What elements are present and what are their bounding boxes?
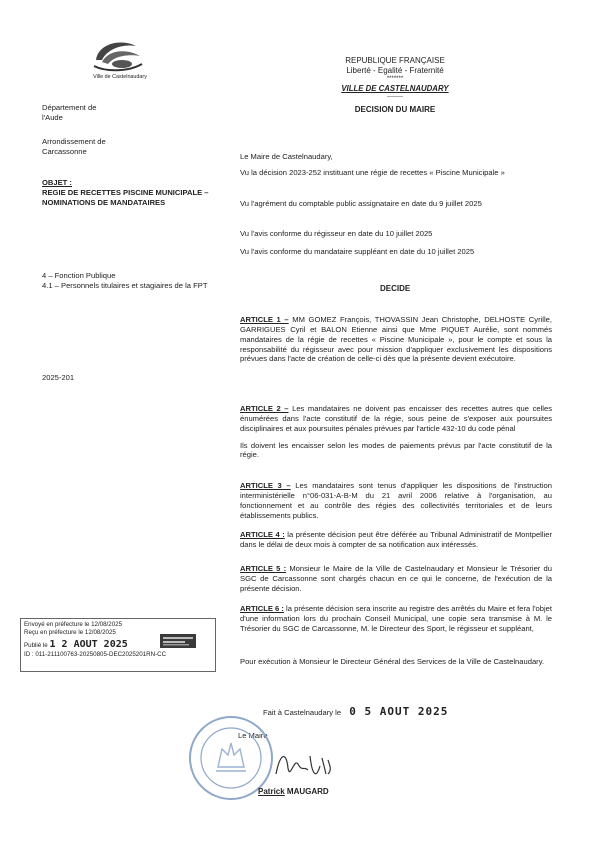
republique: REPUBLIQUE FRANÇAISE bbox=[345, 56, 445, 65]
handwritten-signature bbox=[270, 744, 350, 790]
dashes-separator: -------- bbox=[387, 93, 403, 100]
objet-text: REGIE DE RECETTES PISCINE MUNICIPALE – NOMINATIONS DE MANDATAIRES bbox=[42, 187, 209, 207]
devise: Liberté - Egalité - Fraternité bbox=[346, 66, 444, 75]
category: 4 – Fonction Publique bbox=[42, 271, 116, 280]
departement: Département de l'Aude bbox=[42, 103, 97, 122]
le-maire-label: Le Maire bbox=[238, 731, 268, 740]
classification bbox=[42, 271, 212, 291]
reference-number: 2025-201 bbox=[42, 373, 75, 382]
vu-line-4: Vu l'avis conforme du mandataire suppléant en date du 10 juillet 2025 bbox=[240, 247, 475, 256]
execution-line: Pour exécution à Monsieur le Directeur Général des Services de la Ville de Castelnaudary. bbox=[240, 657, 545, 666]
recu-line: Reçu en préfecture le 12/08/2025 bbox=[24, 629, 116, 637]
fait-a-line: Fait à Castelnaudary le 0 5 AOUT 2025 bbox=[263, 705, 449, 718]
decide-heading: DECIDE bbox=[380, 284, 411, 293]
article-1: ARTICLE 1 – MM GOMEZ François, THOVASSIN Jean Christophe, DELHOSTE Cyrille, GARRIGUES Cyril et BALON Etienne ainsi que Mme PIQUET Aurélie, sont nommés mandataires de la régie de recettes « Piscine Municipale », pour le compte et sous la responsabilité du régisseur avec pour mission d'appliquer exclusivement les dispositions prévues dans l'acte de création de celle-ci dès que la présente devient exécutoire. bbox=[240, 315, 553, 364]
berger-levrault-badge bbox=[160, 634, 196, 648]
vu-line-3: Vu l'avis conforme du régisseur en date du 10 juillet 2025 bbox=[240, 229, 433, 238]
vu-line-2: Vu l'agrément du comptable public assignataire en date du 9 juillet 2025 bbox=[240, 199, 482, 208]
objet-label: OBJET : bbox=[42, 178, 72, 187]
maire-intro: Le Maire de Castelnaudary, bbox=[240, 152, 333, 161]
publie-date: 1 2 AOUT 2025 bbox=[49, 638, 128, 650]
article-6: ARTICLE 6 : la présente décision sera inscrite au registre des arrêtés du Maire et fera l'objet d'une information lors du prochain Conseil Municipal, une copie sera transmise à M. le Trésorier du SGC de Carcassonne, M. le Directeur des Sport, le régisseur et suppléant, bbox=[240, 604, 552, 633]
maire-name: Patrick MAUGARD bbox=[258, 787, 329, 796]
ville-title: VILLE DE CASTELNAUDARY bbox=[341, 84, 449, 93]
article-2: ARTICLE 2 – Les mandataires ne doivent pas encaisser des recettes autres que celles énumérées dans l'acte constitutif de la régie, sous peine de s'exposer aux poursuites disciplinaires et aux poursuites pénales prévues par l'article 432-10 du code pénal Ils doivent les encaisser selon les modes de paiements prévus par l'acte constitutif de la régie. bbox=[240, 404, 552, 460]
publie-line: Publié le 1 2 AOUT 2025 bbox=[24, 638, 128, 650]
logo-caption: Ville de Castelnaudary bbox=[93, 74, 147, 80]
subcategory: 4.1 – Personnels titulaires et stagiaires de la FPT bbox=[42, 280, 208, 290]
article-4: ARTICLE 4 : la présente décision peut être déférée au Tribunal Administratif de Montpellier dans le délai de deux mois à compter de sa notification aux intéressés. bbox=[240, 530, 552, 549]
decision-title: DECISION DU MAIRE bbox=[354, 104, 436, 114]
envoye-line: Envoyé en préfecture le 12/08/2025 bbox=[24, 621, 123, 628]
stars-separator: ******* bbox=[386, 76, 404, 82]
objet-block bbox=[42, 178, 214, 208]
acte-id: ID : 011-211100763-20250805-DEC2025201RN-CC bbox=[24, 651, 167, 659]
article-3: ARTICLE 3 – Les mandataires sont tenus d'appliquer les dispositions de l'instruction interministérielle n°06-031-A-B-M du 21 avril 2006 relative à l'organisation, au fonctionnement et au contrôle des régies des collectivités territoriales et de leurs établissements publics. bbox=[240, 481, 552, 520]
article-5: ARTICLE 5 : Monsieur le Maire de la Ville de Castelnaudary et Monsieur le Trésorier du SGC de Carcassonne sont chargés chacun en ce qui le concerne, de l'exécution de la présente décision. bbox=[240, 564, 552, 593]
vu-line-1: Vu la décision 2023-252 instituant une régie de recettes « Piscine Municipale » bbox=[240, 168, 505, 177]
republic-header bbox=[290, 56, 500, 115]
arrondissement: Arrondissement de Carcassonne bbox=[42, 137, 106, 156]
date-stamp: 0 5 AOUT 2025 bbox=[349, 705, 449, 718]
